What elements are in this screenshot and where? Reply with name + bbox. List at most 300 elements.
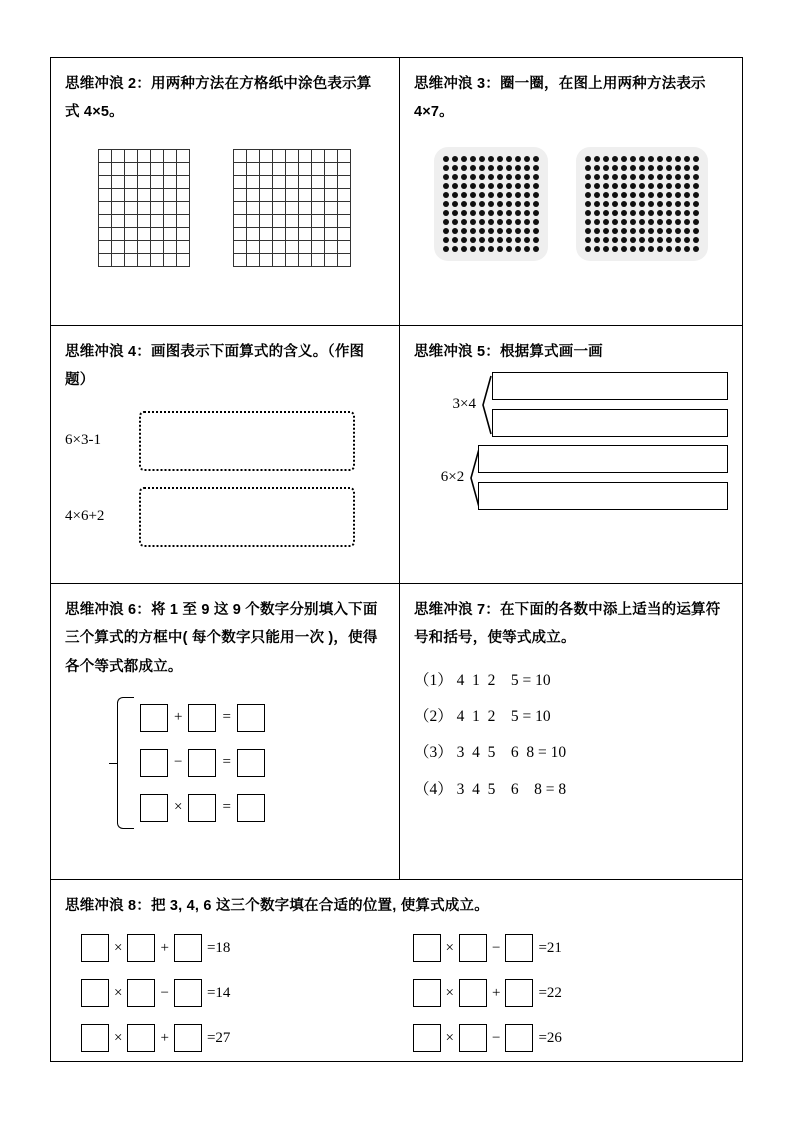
grid-cell[interactable] — [299, 202, 312, 215]
dot — [603, 201, 609, 207]
grid-cell[interactable] — [151, 215, 164, 228]
grid-cell[interactable] — [247, 202, 260, 215]
grid-cell[interactable] — [260, 150, 273, 163]
dot — [470, 192, 476, 198]
dot — [515, 183, 521, 189]
dot — [488, 192, 494, 198]
grid-cell[interactable] — [234, 215, 247, 228]
grid-cell[interactable] — [338, 228, 351, 241]
grid-cell[interactable] — [273, 228, 286, 241]
dot — [533, 183, 539, 189]
grid-cell[interactable] — [286, 228, 299, 241]
dot — [585, 183, 591, 189]
dot — [666, 201, 672, 207]
dot — [524, 192, 530, 198]
grid-cell[interactable] — [286, 241, 299, 254]
grid-cell[interactable] — [177, 163, 190, 176]
grid-cell[interactable] — [138, 254, 151, 267]
grid-cell[interactable] — [325, 202, 338, 215]
grid-cell[interactable] — [286, 202, 299, 215]
grid-cell[interactable] — [164, 202, 177, 215]
question-4-item-1 — [65, 411, 385, 471]
dot-array-b[interactable] — [576, 147, 708, 261]
grid-cell[interactable] — [112, 176, 125, 189]
worksheet-row-1 — [51, 58, 742, 326]
question-6-title: 思维冲浪 6：将 1 至 9 这 9 个数字分别填入下面三个算式的方框中( 每个数字只能用一次 )，使得各个等式都成立。 — [65, 602, 378, 675]
dot — [585, 201, 591, 207]
dot-array-a[interactable] — [434, 147, 548, 261]
grid-cell[interactable] — [312, 228, 325, 241]
grid-cell[interactable] — [164, 176, 177, 189]
bar-segment[interactable] — [492, 409, 728, 437]
dot — [470, 219, 476, 225]
dot — [666, 228, 672, 234]
answer-box[interactable] — [188, 704, 216, 732]
dot — [666, 246, 672, 252]
answer-box[interactable] — [237, 749, 265, 777]
grid-cell[interactable] — [99, 228, 112, 241]
question-8-cell — [51, 880, 742, 1061]
grid-cell[interactable] — [338, 150, 351, 163]
grid-cell[interactable] — [286, 163, 299, 176]
answer-box[interactable] — [188, 794, 216, 822]
grid-cell[interactable] — [247, 254, 260, 267]
dot — [648, 246, 654, 252]
dot — [666, 219, 672, 225]
grid-cell[interactable] — [138, 228, 151, 241]
dot — [515, 192, 521, 198]
result-label: =22 — [538, 984, 562, 1001]
dot — [515, 165, 521, 171]
grid-cell[interactable] — [151, 202, 164, 215]
dot — [684, 192, 690, 198]
question-3-cell — [400, 58, 742, 325]
answer-box[interactable] — [505, 979, 533, 1007]
grid-cell[interactable] — [112, 189, 125, 202]
grid-cell[interactable] — [234, 228, 247, 241]
bar-segment[interactable] — [492, 372, 728, 400]
grid-cell[interactable] — [164, 189, 177, 202]
grid-cell[interactable] — [177, 150, 190, 163]
grid-cell[interactable] — [112, 241, 125, 254]
grid-cell[interactable] — [99, 202, 112, 215]
equation-row — [413, 934, 729, 962]
drawing-area[interactable] — [139, 487, 355, 547]
answer-box[interactable] — [140, 794, 168, 822]
grid-cell[interactable] — [138, 215, 151, 228]
grid-cell[interactable] — [247, 189, 260, 202]
bar-group-1 — [414, 372, 728, 437]
grid-cell[interactable] — [286, 215, 299, 228]
question-8-left-column — [65, 934, 397, 1052]
grid-cell[interactable] — [325, 163, 338, 176]
dot — [461, 201, 467, 207]
answer-box[interactable] — [413, 979, 441, 1007]
dot — [612, 210, 618, 216]
bar-segment[interactable] — [478, 445, 728, 473]
grid-cell[interactable] — [299, 228, 312, 241]
brace-icon — [117, 697, 134, 829]
dot — [470, 228, 476, 234]
dot — [524, 246, 530, 252]
number-line[interactable]: （2） 4 1 2 5 = 10 — [413, 707, 551, 725]
dot — [666, 237, 672, 243]
dot — [630, 237, 636, 243]
grid-cell[interactable] — [99, 163, 112, 176]
grid-cell[interactable] — [286, 254, 299, 267]
grid-cell[interactable] — [273, 215, 286, 228]
grid-cell[interactable] — [247, 176, 260, 189]
dot — [675, 192, 681, 198]
grid-cell[interactable] — [125, 163, 138, 176]
grid-cell[interactable] — [177, 254, 190, 267]
dot — [461, 210, 467, 216]
grid-cell[interactable] — [260, 228, 273, 241]
dot — [684, 165, 690, 171]
grid-cell[interactable] — [234, 189, 247, 202]
equation-row — [140, 794, 265, 822]
grid-cell[interactable] — [138, 150, 151, 163]
grid-cell[interactable] — [299, 241, 312, 254]
dot — [621, 183, 627, 189]
grid-cell[interactable] — [260, 215, 273, 228]
expression-label: 6×3-1 — [65, 432, 101, 449]
equals-label: = — [222, 754, 231, 771]
grid-cell[interactable] — [138, 189, 151, 202]
grid-cell[interactable] — [138, 202, 151, 215]
dot — [533, 165, 539, 171]
dot — [675, 174, 681, 180]
grid-cell[interactable] — [125, 176, 138, 189]
grid-cell[interactable] — [299, 176, 312, 189]
dot — [675, 246, 681, 252]
number-line[interactable]: （1） 4 1 2 5 = 10 — [413, 671, 551, 689]
grid-cell[interactable] — [125, 241, 138, 254]
answer-box[interactable] — [174, 1024, 202, 1052]
grid-cell[interactable] — [338, 189, 351, 202]
grid-cell[interactable] — [177, 241, 190, 254]
grid-cell[interactable] — [151, 163, 164, 176]
grid-cell[interactable] — [312, 176, 325, 189]
dot — [461, 174, 467, 180]
grid-cell[interactable] — [247, 163, 260, 176]
grid-cell[interactable] — [325, 254, 338, 267]
dot — [675, 237, 681, 243]
dot — [443, 156, 449, 162]
dot — [506, 183, 512, 189]
number-line[interactable]: （3） 3 4 5 6 8 = 10 — [413, 744, 567, 762]
answer-box[interactable] — [81, 979, 109, 1007]
dot — [506, 237, 512, 243]
grid-cell[interactable] — [125, 189, 138, 202]
grid-cell[interactable] — [312, 163, 325, 176]
dot — [452, 210, 458, 216]
question-2-grids — [65, 149, 385, 267]
grid-cell[interactable] — [247, 215, 260, 228]
dot — [497, 246, 503, 252]
dot — [603, 165, 609, 171]
grid-cell[interactable] — [99, 215, 112, 228]
grid-cell[interactable] — [299, 189, 312, 202]
grid-cell[interactable] — [260, 254, 273, 267]
dot — [479, 228, 485, 234]
dot — [470, 210, 476, 216]
dot — [585, 210, 591, 216]
answer-box[interactable] — [505, 934, 533, 962]
dot — [461, 219, 467, 225]
grid-cell[interactable] — [177, 228, 190, 241]
grid-cell[interactable] — [164, 163, 177, 176]
dot — [533, 210, 539, 216]
grid-cell[interactable] — [260, 202, 273, 215]
dot — [443, 201, 449, 207]
grid-cell[interactable] — [299, 150, 312, 163]
dot — [621, 165, 627, 171]
grid-cell[interactable] — [312, 241, 325, 254]
dot — [594, 228, 600, 234]
grid-cell[interactable] — [138, 241, 151, 254]
grid-cell[interactable] — [273, 189, 286, 202]
dot — [657, 219, 663, 225]
grid-cell[interactable] — [164, 241, 177, 254]
dot — [621, 219, 627, 225]
number-line[interactable]: （4） 3 4 5 6 8 = 8 — [413, 780, 567, 798]
grid-cell[interactable] — [234, 176, 247, 189]
grid-cell[interactable] — [286, 176, 299, 189]
operator-label: − — [174, 754, 183, 771]
dot — [488, 183, 494, 189]
answer-box[interactable] — [127, 934, 155, 962]
grid-cell[interactable] — [234, 163, 247, 176]
grid-cell[interactable] — [138, 163, 151, 176]
dot — [488, 210, 494, 216]
grid-cell[interactable] — [325, 228, 338, 241]
grid-cell[interactable] — [125, 215, 138, 228]
grid-cell[interactable] — [125, 254, 138, 267]
grid-cell[interactable] — [151, 241, 164, 254]
answer-box[interactable] — [174, 934, 202, 962]
grid-paper-b[interactable] — [233, 149, 351, 267]
dot — [479, 156, 485, 162]
grid-cell[interactable] — [234, 202, 247, 215]
dot — [515, 201, 521, 207]
grid-cell[interactable] — [338, 215, 351, 228]
dot — [648, 228, 654, 234]
dot — [657, 174, 663, 180]
answer-box[interactable] — [140, 749, 168, 777]
grid-cell[interactable] — [273, 202, 286, 215]
answer-box[interactable] — [81, 934, 109, 962]
grid-cell[interactable] — [286, 150, 299, 163]
dot — [666, 210, 672, 216]
operator-label: × — [445, 1029, 454, 1046]
grid-cell[interactable] — [177, 176, 190, 189]
grid-cell[interactable] — [325, 176, 338, 189]
answer-box[interactable] — [413, 934, 441, 962]
grid-cell[interactable] — [99, 254, 112, 267]
grid-cell[interactable] — [112, 228, 125, 241]
answer-box[interactable] — [459, 1024, 487, 1052]
grid-cell[interactable] — [273, 163, 286, 176]
dot — [506, 219, 512, 225]
grid-cell[interactable] — [325, 150, 338, 163]
answer-box[interactable] — [81, 1024, 109, 1052]
answer-box[interactable] — [188, 749, 216, 777]
dot — [684, 210, 690, 216]
grid-cell[interactable] — [260, 189, 273, 202]
result-label: =18 — [206, 939, 231, 956]
grid-cell[interactable] — [312, 189, 325, 202]
dot — [594, 246, 600, 252]
dot — [443, 219, 449, 225]
answer-box[interactable] — [459, 934, 487, 962]
grid-cell[interactable] — [99, 189, 112, 202]
grid-cell[interactable] — [125, 202, 138, 215]
dot — [603, 156, 609, 162]
grid-cell[interactable] — [260, 241, 273, 254]
grid-cell[interactable] — [177, 189, 190, 202]
dot — [506, 156, 512, 162]
dot — [621, 210, 627, 216]
grid-cell[interactable] — [312, 254, 325, 267]
grid-cell[interactable] — [247, 228, 260, 241]
answer-box[interactable] — [237, 794, 265, 822]
grid-cell[interactable] — [99, 150, 112, 163]
dot — [488, 228, 494, 234]
grid-cell[interactable] — [273, 176, 286, 189]
grid-cell[interactable] — [260, 163, 273, 176]
dot — [666, 183, 672, 189]
dot — [693, 228, 699, 234]
grid-cell[interactable] — [338, 176, 351, 189]
operator-label: × — [445, 984, 454, 1001]
grid-cell[interactable] — [164, 254, 177, 267]
dot — [461, 156, 467, 162]
dot — [603, 192, 609, 198]
grid-cell[interactable] — [234, 150, 247, 163]
dot — [693, 201, 699, 207]
answer-box[interactable] — [237, 704, 265, 732]
dot — [630, 192, 636, 198]
answer-box[interactable] — [505, 1024, 533, 1052]
drawing-area[interactable] — [139, 411, 355, 471]
dot — [585, 246, 591, 252]
grid-cell[interactable] — [138, 176, 151, 189]
grid-cell[interactable] — [125, 228, 138, 241]
dot — [497, 192, 503, 198]
grid-cell[interactable] — [338, 254, 351, 267]
dot — [630, 246, 636, 252]
grid-cell[interactable] — [299, 254, 312, 267]
grid-cell[interactable] — [273, 241, 286, 254]
grid-cell[interactable] — [247, 150, 260, 163]
grid-cell[interactable] — [286, 189, 299, 202]
grid-paper-a[interactable] — [98, 149, 190, 267]
grid-cell[interactable] — [338, 241, 351, 254]
dot — [693, 246, 699, 252]
question-4-item-2 — [65, 487, 385, 547]
dot — [452, 174, 458, 180]
dot — [657, 246, 663, 252]
dot — [443, 165, 449, 171]
grid-cell[interactable] — [312, 150, 325, 163]
grid-cell[interactable] — [325, 189, 338, 202]
grid-cell[interactable] — [164, 228, 177, 241]
dot — [488, 165, 494, 171]
answer-box[interactable] — [459, 979, 487, 1007]
dot — [515, 156, 521, 162]
bar-group-label: 3×4 — [452, 396, 476, 413]
grid-cell[interactable] — [338, 202, 351, 215]
grid-cell[interactable] — [151, 228, 164, 241]
grid-cell[interactable] — [299, 163, 312, 176]
grid-cell[interactable] — [247, 241, 260, 254]
grid-cell[interactable] — [260, 176, 273, 189]
dot — [639, 228, 645, 234]
worksheet-row-4 — [51, 880, 742, 1061]
dot — [479, 174, 485, 180]
answer-box[interactable] — [140, 704, 168, 732]
grid-cell[interactable] — [338, 163, 351, 176]
grid-cell[interactable] — [164, 150, 177, 163]
question-3-dotboxes — [414, 147, 728, 261]
dot — [630, 201, 636, 207]
answer-box[interactable] — [413, 1024, 441, 1052]
grid-cell[interactable] — [151, 254, 164, 267]
equation-row — [413, 979, 729, 1007]
dot — [630, 183, 636, 189]
bar-segment[interactable] — [478, 482, 728, 510]
dot — [488, 201, 494, 207]
grid-cell[interactable] — [325, 215, 338, 228]
grid-cell[interactable] — [177, 202, 190, 215]
dot — [612, 192, 618, 198]
grid-cell[interactable] — [234, 254, 247, 267]
grid-cell[interactable] — [112, 150, 125, 163]
dot — [684, 201, 690, 207]
grid-cell[interactable] — [99, 176, 112, 189]
grid-cell[interactable] — [234, 241, 247, 254]
dot — [533, 201, 539, 207]
grid-cell[interactable] — [99, 241, 112, 254]
grid-cell[interactable] — [312, 215, 325, 228]
answer-box[interactable] — [174, 979, 202, 1007]
grid-cell[interactable] — [151, 150, 164, 163]
grid-cell[interactable] — [273, 150, 286, 163]
grid-cell[interactable] — [164, 215, 177, 228]
grid-cell[interactable] — [112, 215, 125, 228]
dot — [506, 165, 512, 171]
grid-cell[interactable] — [112, 163, 125, 176]
grid-cell[interactable] — [112, 202, 125, 215]
grid-cell[interactable] — [312, 202, 325, 215]
dot — [666, 174, 672, 180]
grid-cell[interactable] — [299, 215, 312, 228]
grid-cell[interactable] — [112, 254, 125, 267]
grid-cell[interactable] — [273, 254, 286, 267]
answer-box[interactable] — [127, 979, 155, 1007]
grid-cell[interactable] — [125, 150, 138, 163]
grid-cell[interactable] — [325, 241, 338, 254]
question-3-title: 思维冲浪 3：圈一圈，在图上用两种方法表示 4×7。 — [413, 76, 706, 121]
dot — [470, 156, 476, 162]
grid-cell[interactable] — [151, 189, 164, 202]
grid-cell[interactable] — [151, 176, 164, 189]
dot — [612, 219, 618, 225]
answer-box[interactable] — [127, 1024, 155, 1052]
dot — [585, 237, 591, 243]
grid-cell[interactable] — [177, 215, 190, 228]
